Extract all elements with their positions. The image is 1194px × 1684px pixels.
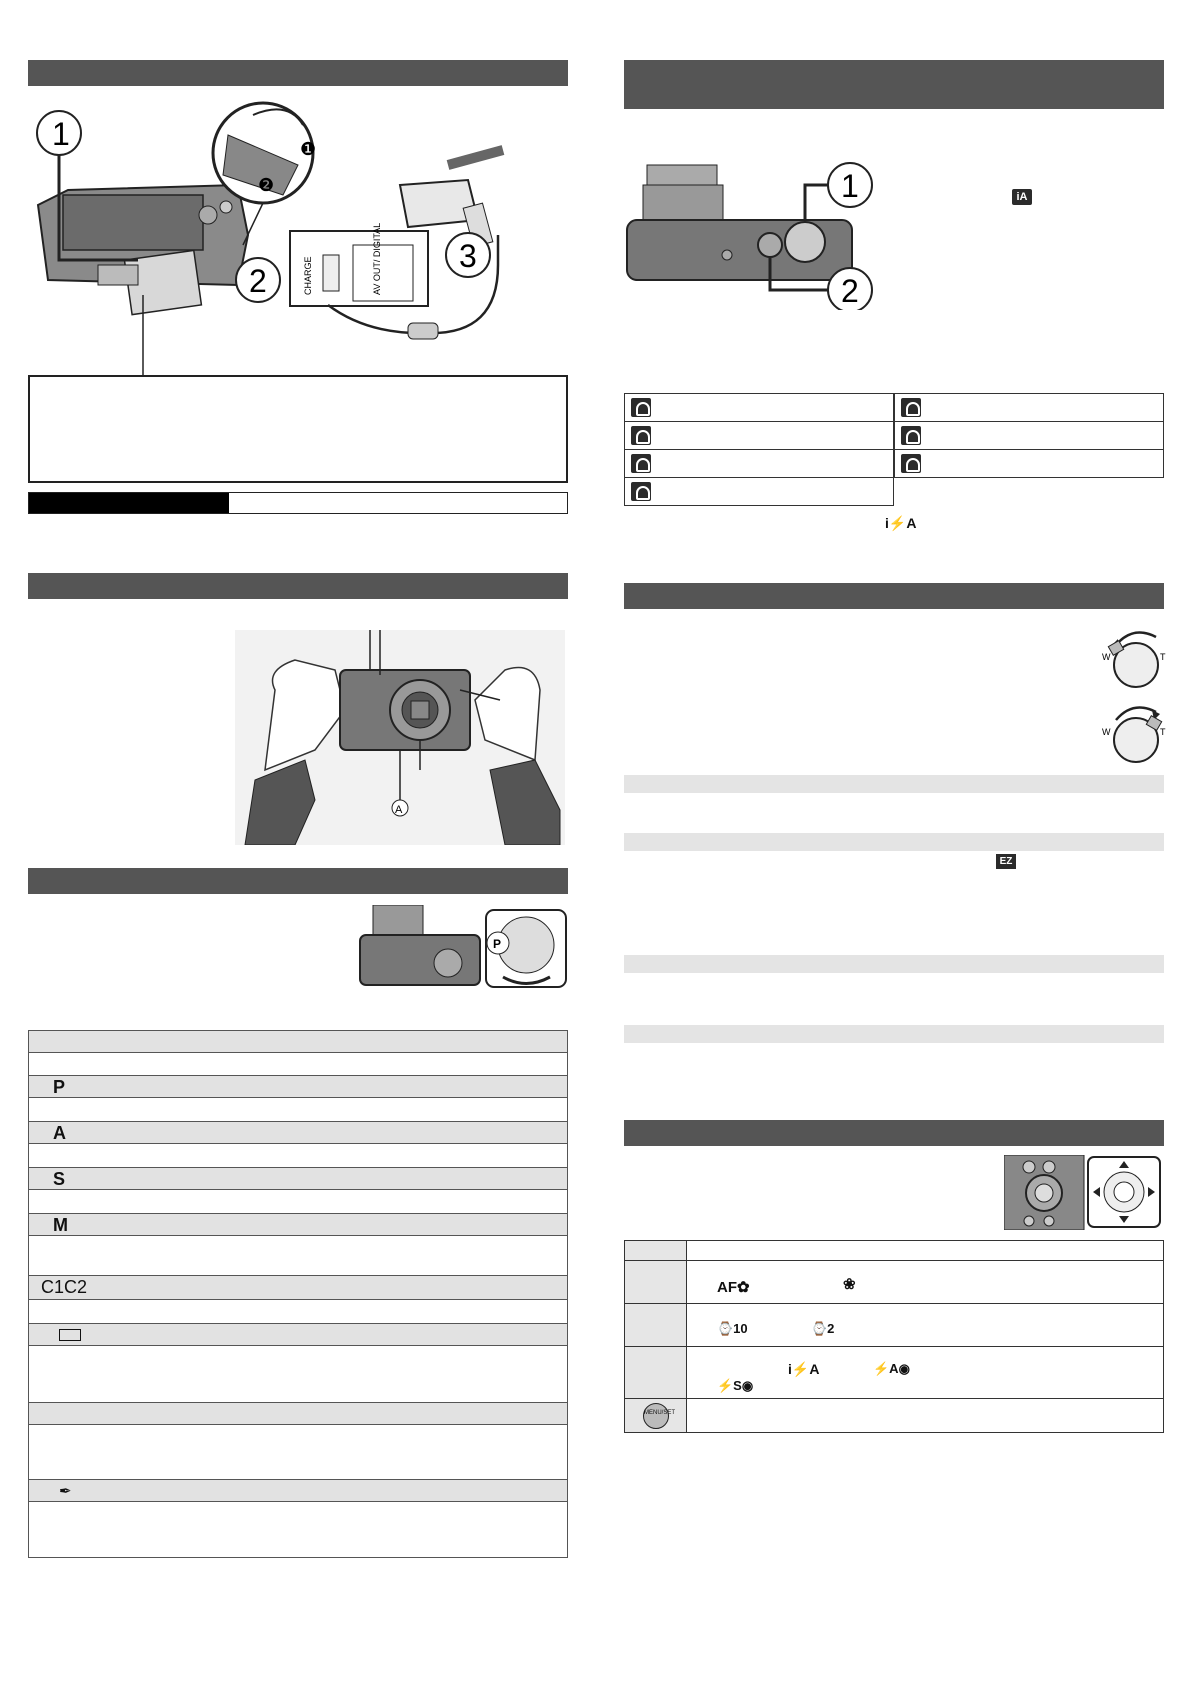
mode-row-header-0 xyxy=(28,1030,568,1052)
scene-cell-night-scenery xyxy=(624,449,894,478)
macro-zoom-icon: ❀ xyxy=(843,1276,856,1293)
cursor-row-self-timer xyxy=(624,1303,1164,1346)
mode-a-icon: A xyxy=(53,1123,66,1143)
step-2-marker: ❷ xyxy=(258,175,275,195)
camera-top-illustration xyxy=(625,160,875,310)
mode-row-a-desc xyxy=(28,1143,568,1167)
section-header-mode-dial xyxy=(28,868,568,894)
panorama-icon xyxy=(59,1329,81,1341)
svg-text:2: 2 xyxy=(249,263,267,299)
svg-text:AV OUT/ DIGITAL: AV OUT/ DIGITAL xyxy=(372,222,382,295)
macro-scene-icon xyxy=(631,426,651,445)
charging-illustration xyxy=(28,95,573,375)
flash-auto-icon: i⚡A xyxy=(885,515,917,531)
mode-row-creative xyxy=(28,1479,568,1501)
mode-c1c2-icon: C1C2 xyxy=(41,1277,88,1297)
self-timer-2-icon: ⌚2 xyxy=(811,1321,835,1336)
mode-s-icon: S xyxy=(53,1169,66,1189)
mode-row-panorama xyxy=(28,1323,568,1345)
svg-text:2: 2 xyxy=(841,273,859,309)
af-macro-icon: AF✿ xyxy=(717,1279,750,1296)
mode-row-creative-desc xyxy=(28,1501,568,1558)
mode-row-a xyxy=(28,1121,568,1143)
note-box xyxy=(28,375,568,483)
zoom-w-label: W xyxy=(1102,652,1111,662)
mode-row-m xyxy=(28,1213,568,1235)
mode-row-s xyxy=(28,1167,568,1189)
ez-zoom-icon: EZ xyxy=(996,854,1016,869)
scene-cell-macro xyxy=(624,421,894,450)
flash-redeye-icon: ⚡A◉ xyxy=(873,1361,910,1376)
mode-row-panorama-desc xyxy=(28,1345,568,1402)
sunset-scene-icon xyxy=(631,482,651,501)
cursor-row-macro xyxy=(624,1260,1164,1303)
mode-p-icon: P xyxy=(53,1077,66,1097)
label-a: A xyxy=(395,804,403,816)
subheader-zoom-1 xyxy=(624,775,1164,793)
cursor-row-flash xyxy=(624,1346,1164,1398)
mode-row-m-desc xyxy=(28,1235,568,1275)
holding-camera-illustration xyxy=(235,630,565,845)
mode-row-scene-desc xyxy=(28,1424,568,1479)
svg-text:1: 1 xyxy=(52,116,70,152)
mode-dial-illustration xyxy=(358,905,568,990)
mode-row-p xyxy=(28,1075,568,1097)
zoom-t-label: T xyxy=(1160,652,1166,662)
mode-row-scene xyxy=(28,1402,568,1424)
subheader-zoom-2 xyxy=(624,833,1164,851)
section-header-cursor-buttons xyxy=(624,1120,1164,1146)
cursor-row-menu-set xyxy=(624,1398,1164,1433)
self-timer-10-icon: ⌚10 xyxy=(717,1321,748,1336)
scene-cell-scenery xyxy=(894,393,1164,422)
night-scenery-scene-icon xyxy=(631,454,651,473)
mode-m-icon: M xyxy=(53,1215,68,1235)
scene-cell-food xyxy=(894,449,1164,478)
svg-text:1: 1 xyxy=(841,168,859,204)
mode-row-p-desc xyxy=(28,1097,568,1121)
svg-text:3: 3 xyxy=(459,238,477,274)
mode-row-0 xyxy=(28,1052,568,1075)
menu-set-button-icon: MENU/SET xyxy=(643,1403,669,1429)
scene-cell-portrait xyxy=(624,393,894,422)
section-header-intelligent-auto xyxy=(624,60,1164,109)
scenery-scene-icon xyxy=(901,398,921,417)
svg-text:P: P xyxy=(493,937,502,951)
ia-mode-badge: iA xyxy=(1012,189,1032,205)
svg-text:W: W xyxy=(1102,727,1111,737)
section-header-battery xyxy=(28,60,568,86)
portrait-scene-icon xyxy=(631,398,651,417)
svg-text:T: T xyxy=(1160,727,1166,737)
svg-text:CHARGE: CHARGE xyxy=(303,256,313,295)
flash-slow-sync-icon: ⚡S◉ xyxy=(717,1378,754,1393)
creative-control-icon: ✒ xyxy=(59,1483,72,1500)
scene-cell-night-portrait xyxy=(894,421,1164,450)
food-scene-icon xyxy=(901,454,921,473)
subheader-zoom-3 xyxy=(624,955,1164,973)
subheader-zoom-4 xyxy=(624,1025,1164,1043)
cursor-row-header xyxy=(624,1240,1164,1260)
step-1-marker: ❶ xyxy=(300,139,317,159)
section-header-holding xyxy=(28,573,568,599)
night-portrait-scene-icon xyxy=(901,426,921,445)
mode-row-s-desc xyxy=(28,1189,568,1213)
zoom-lever-wide xyxy=(1098,700,1170,765)
black-tab xyxy=(29,493,229,513)
flash-auto-icon-2: i⚡A xyxy=(788,1361,820,1377)
mode-row-c1c2 xyxy=(28,1275,568,1299)
section-header-zoom xyxy=(624,583,1164,609)
black-tab-strip xyxy=(28,492,568,514)
cursor-buttons-illustration xyxy=(1004,1155,1162,1230)
mode-row-c1c2-desc xyxy=(28,1299,568,1323)
scene-cell-sunset xyxy=(624,477,894,506)
zoom-lever-tele xyxy=(1098,625,1170,690)
